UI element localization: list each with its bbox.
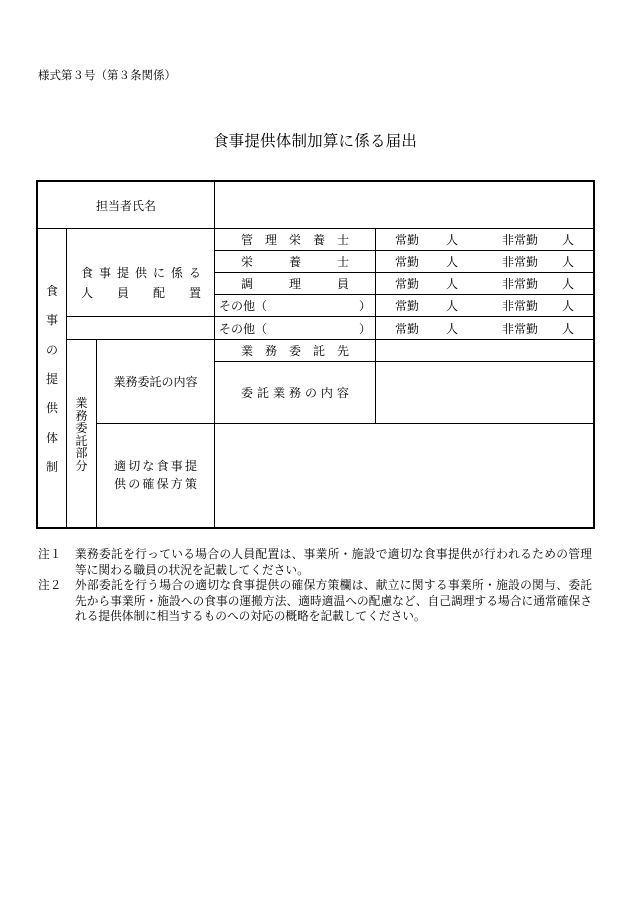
label-glyph: 切 [128,459,141,473]
role-label: その他（ [219,321,268,336]
label-glyph: 員 [336,276,349,291]
role-cell-registered-dietitian [214,228,376,251]
parttime-label: 非常勤 [502,277,539,291]
label-glyph: 食 [156,459,169,473]
label-glyph: 制 [45,459,58,474]
contractor-label [241,340,349,361]
fulltime-label: 常勤 [395,255,420,269]
note-line: 先から事業所・施設への食事の運搬方法、適時適温への配慮など、自己調理する場合に通常確保さ [75,593,592,608]
label-glyph: 提 [45,371,58,386]
staffing-label-cell [66,228,215,317]
fulltime-label: 常勤 [395,299,420,313]
note-line: 業務委託を行っている場合の人員配置は、事業所・施設で適切な食事提供が行われるための管理 [75,547,592,561]
contact-person-label-cell [37,181,215,229]
label-glyph: 食 [81,266,94,280]
parttime-label: 非常勤 [502,299,539,313]
headcount-cell[interactable] [375,294,594,317]
measures-label-cell [96,423,215,528]
role-other-label [219,317,371,339]
label-glyph: 務 [288,385,301,400]
label-glyph: の [128,477,141,491]
fulltime-unit: 人 [446,233,459,247]
headcount-cell[interactable] [375,228,594,251]
label-glyph: 分 [75,458,88,473]
label-glyph: 士 [336,232,349,247]
label-glyph: 管 [241,232,254,247]
label-glyph: 適 [114,459,127,473]
label-glyph: 業 [272,385,285,400]
fulltime-unit: 人 [446,321,459,336]
parttime-label: 非常勤 [502,321,539,336]
page-title: 食事提供体制加算に係る届出 [212,132,418,150]
staffing-label [81,263,201,303]
label-glyph: 確 [142,477,155,491]
contact-person-field[interactable] [214,181,594,229]
note-1 [38,547,592,578]
label-glyph: 養 [288,254,301,269]
role-other-label [219,295,371,316]
fulltime-label: 常勤 [395,233,420,247]
label-glyph: 容 [336,385,349,400]
measures-label [114,457,197,493]
role-label [241,251,349,272]
label-glyph: 方 [170,477,183,491]
staffing-label-line-2 [81,283,201,303]
form-number: 様式第３号（第３条関係） [38,68,176,82]
parttime-label: 非常勤 [502,233,539,247]
parttime-unit: 人 [562,255,575,269]
meal-provision-system-label [38,285,66,473]
headcount-cell[interactable] [375,316,594,340]
role-cell-dietitian [214,250,376,273]
staffing-label-line-1 [81,263,201,283]
label-glyph: 事 [45,313,58,328]
label-glyph: 委 [288,343,301,358]
role-label: その他（ [219,299,268,313]
label-glyph: の [304,385,317,400]
role-label [241,229,349,250]
headcount-cell[interactable] [375,272,594,295]
label-glyph: 保 [156,477,169,491]
measures-label-line-1 [114,457,197,475]
note-line: 等に関わる職員の状況を記載してください。 [75,562,309,577]
role-close-paren: ） [358,321,371,336]
label-glyph: 供 [134,266,147,280]
label-glyph: 員 [116,286,129,300]
label-glyph: 部 [75,446,88,461]
label-glyph: 業 [75,396,88,410]
label-glyph: 委 [241,385,254,400]
label-glyph: 養 [312,232,325,247]
label-glyph: 理 [264,232,277,247]
label-glyph: 人 [81,286,94,300]
label-glyph: 提 [116,266,129,280]
fulltime-label: 常勤 [395,277,420,291]
parttime-unit: 人 [562,299,575,313]
outsourced-tasks-label-cell [214,361,376,424]
fulltime-unit: 人 [446,277,459,291]
fulltime-unit: 人 [446,255,459,269]
label-glyph: 係 [170,266,183,280]
label-glyph: 先 [336,343,349,358]
fulltime-unit: 人 [446,299,459,313]
parttime-label: 非常勤 [502,255,539,269]
label-glyph: の [45,342,58,357]
role-cell-other[interactable] [214,294,376,317]
outsourcing-label [67,397,96,472]
label-glyph: に [152,266,165,280]
note-line: れる提供体制に相当するものへの対応の概略を記載してください。 [75,609,426,624]
label-glyph: 託 [256,385,269,400]
label-glyph: 調 [241,276,254,291]
role-cell-other[interactable] [214,316,376,340]
label-glyph: 配 [152,286,165,300]
notification-table [37,181,594,528]
role-close-paren: ） [358,299,371,313]
label-glyph: 内 [320,385,333,400]
note-2 [38,578,592,625]
label-glyph: る [188,266,201,280]
label-glyph: 事 [98,266,111,280]
label-glyph: 委 [75,421,88,436]
fulltime-label: 常勤 [395,321,420,336]
headcount-cell[interactable] [375,250,594,273]
label-glyph: 提 [184,459,197,473]
label-glyph: 託 [75,433,88,448]
outsourcing-content-label-cell [96,339,215,424]
label-glyph: 食 [45,284,58,298]
parttime-unit: 人 [562,321,575,336]
label-glyph: 事 [170,459,183,473]
measures-label-line-2 [114,475,197,493]
notes-section [38,547,592,625]
label-glyph: 栄 [288,232,301,247]
outsourcing-content-label: 業務委託の内容 [113,375,198,389]
label-glyph: 務 [264,343,277,358]
parttime-unit: 人 [562,277,575,291]
role-label [241,273,349,294]
contractor-label-cell [214,339,376,362]
note-label: 注１ [38,547,62,561]
outsourced-tasks-label [241,362,349,423]
label-glyph: 策 [184,477,197,491]
label-glyph: 置 [188,286,201,300]
note-line: 外部委託を行う場合の適切な食事提供の確保方策欄は、献立に関する事業所・施設の関与、委託 [75,578,592,593]
contact-person-label: 担当者氏名 [95,198,156,213]
contractor-field[interactable] [375,339,594,362]
label-glyph: 供 [45,401,58,416]
note-label: 注２ [38,578,62,593]
label-glyph: 供 [114,477,127,491]
section-label-cell [37,228,67,528]
label-glyph: 務 [75,408,88,423]
label-glyph: 理 [288,276,301,291]
label-glyph: 託 [312,343,325,358]
label-glyph: 業 [241,343,254,358]
label-glyph: 士 [336,254,349,269]
label-glyph: 体 [45,430,58,445]
label-glyph: な [142,459,155,473]
outsourcing-label-cell [66,339,97,528]
parttime-unit: 人 [562,233,575,247]
label-glyph: 栄 [241,254,254,269]
measures-field[interactable] [214,423,594,528]
outsourced-tasks-field[interactable] [375,361,594,424]
role-cell-cook [214,272,376,295]
